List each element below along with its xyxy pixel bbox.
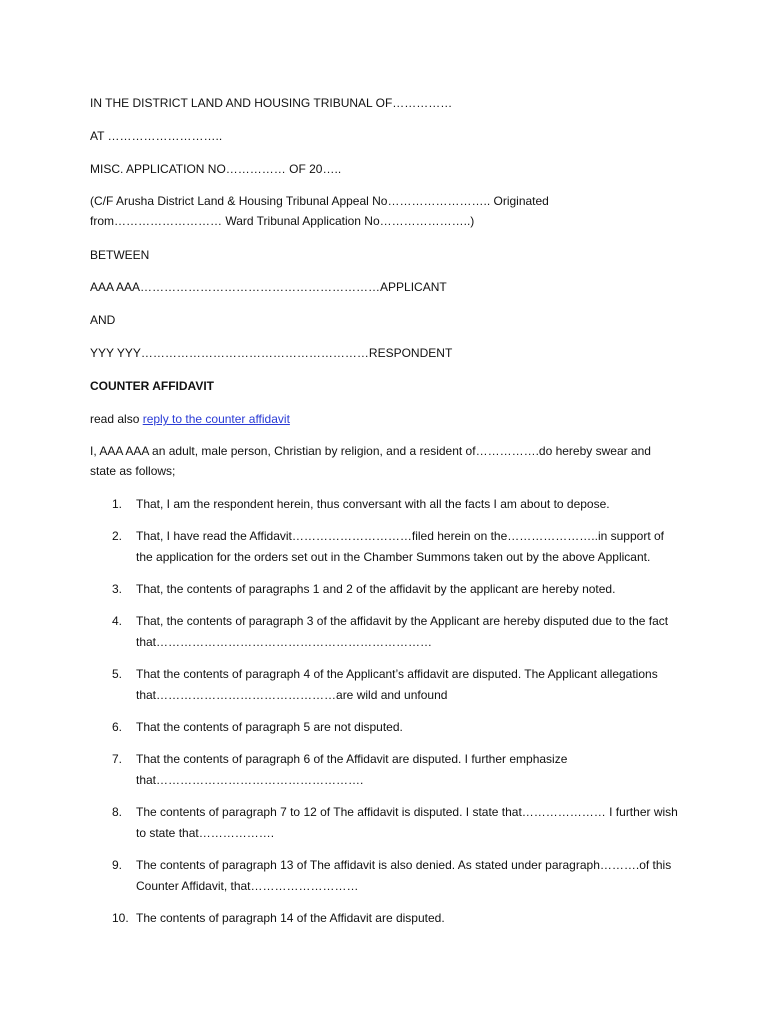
cf-reference: (C/F Arusha District Land & Housing Tribunal Appeal No…………………….. Originated from……………………… Ward Tribunal Application No…………………..) (90, 194, 549, 228)
list-text: That the contents of paragraph 5 are not disputed. (136, 720, 403, 734)
applicant-line: AAA AAA……………………………………………………APPLICANT (90, 280, 447, 294)
list-number: 3. (112, 582, 123, 596)
list-number: 10. (112, 911, 129, 925)
list-item (90, 802, 680, 844)
list-text: That, I am the respondent herein, thus conversant with all the facts I am about to depose. (136, 497, 610, 511)
list-text: That the contents of paragraph 6 of the Affidavit are disputed. I further emphasize that……………………………………………. (136, 752, 568, 787)
read-also-line (90, 409, 680, 429)
paragraph-list (90, 494, 680, 940)
list-item (90, 664, 680, 706)
intro-statement: I, AAA AAA an adult, male person, Christian by religion, and a resident of…………….do hereby swear and state as follows; (90, 444, 651, 478)
tribunal-heading: IN THE DISTRICT LAND AND HOUSING TRIBUNAL OF…………… (90, 96, 453, 110)
list-item (90, 908, 680, 929)
list-text: The contents of paragraph 13 of The affidavit is also denied. As stated under paragraph……….of this Counter Affidavit, that……………………… (136, 858, 672, 893)
list-item (90, 579, 680, 600)
list-number: 2. (112, 529, 123, 543)
list-number: 1. (112, 497, 123, 511)
list-item (90, 717, 680, 738)
list-text: The contents of paragraph 7 to 12 of The affidavit is disputed. I state that………………… I further wish to state that………………. (136, 805, 678, 840)
list-item (90, 749, 680, 791)
respondent-line: YYY YYY…………………………………………………RESPONDENT (90, 346, 453, 360)
list-number: 7. (112, 752, 123, 766)
list-number: 6. (112, 720, 123, 734)
list-text: That, the contents of paragraphs 1 and 2 of the affidavit by the applicant are hereby noted. (136, 582, 616, 596)
list-item (90, 855, 680, 897)
tribunal-location: AT ……………………….. (90, 129, 223, 143)
list-text: That, the contents of paragraph 3 of the affidavit by the Applicant are hereby disputed due to the fact that…………………………………………………………… (136, 614, 669, 649)
reply-counter-affidavit-link[interactable]: reply to the counter affidavit (142, 412, 290, 426)
read-also-prefix: read also (90, 412, 143, 426)
list-item (90, 494, 680, 515)
list-item (90, 526, 680, 568)
misc-application-number: MISC. APPLICATION NO…………… OF 20….. (90, 162, 342, 176)
list-number: 8. (112, 805, 123, 819)
list-number: 9. (112, 858, 123, 872)
between-label: BETWEEN (90, 248, 150, 262)
list-item (90, 611, 680, 653)
list-text: That, I have read the Affidavit…………………………filed herein on the…………………..in support of the application for the orders set out in the Chamber Summons taken out by the above Applicant. (136, 529, 664, 564)
document-title: COUNTER AFFIDAVIT (90, 379, 214, 393)
list-number: 4. (112, 614, 123, 628)
and-label: AND (90, 313, 116, 327)
list-text: That the contents of paragraph 4 of the Applicant’s affidavit are disputed. The Applicant allegations that………………………………………are wild and unfound (136, 667, 658, 702)
list-text: The contents of paragraph 14 of the Affidavit are disputed. (136, 911, 445, 925)
list-number: 5. (112, 667, 123, 681)
